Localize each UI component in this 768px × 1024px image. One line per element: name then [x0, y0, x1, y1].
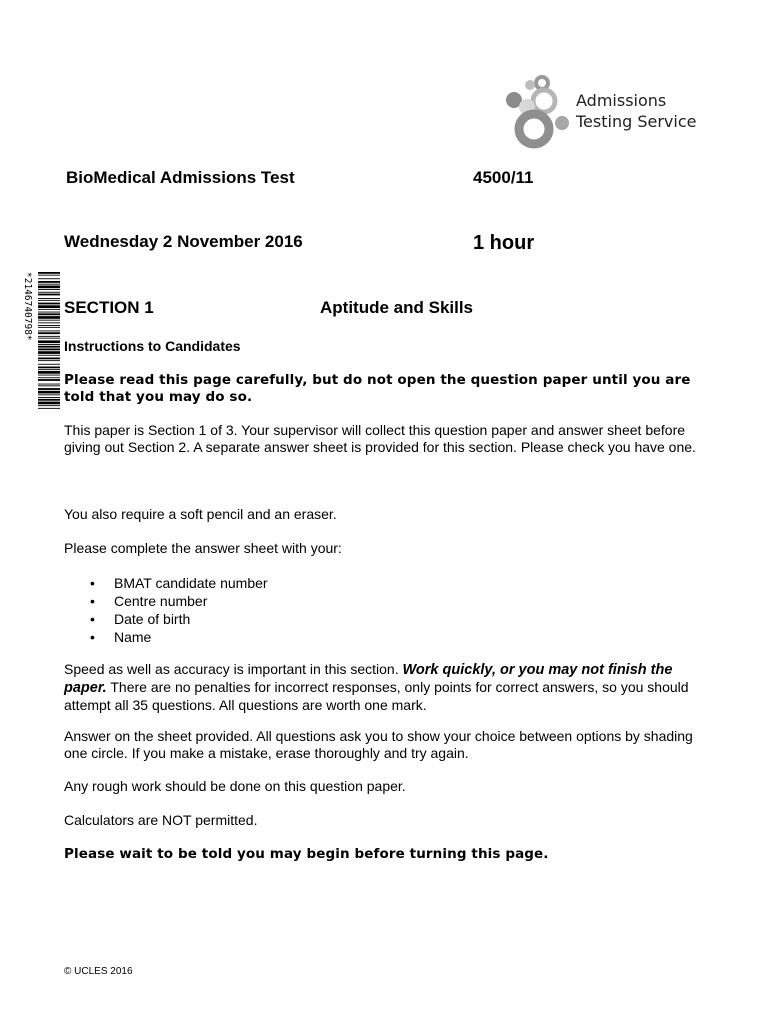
barcode-bar [38, 331, 60, 332]
list-item: • BMAT candidate number [88, 574, 488, 592]
barcode-bar [38, 325, 60, 326]
barcode-bar [38, 289, 60, 290]
test-name: BioMedical Admissions Test [66, 168, 295, 187]
final-instruction: Please wait to be told you may begin before turning this page. [64, 846, 549, 862]
logo-circles-icon [500, 74, 576, 154]
speed-accuracy-text: Speed as well as accuracy is important in this section. [64, 661, 403, 677]
copyright-footer: © UCLES 2016 [64, 966, 133, 977]
barcode-bar [38, 338, 60, 339]
barcode-bar [38, 371, 60, 374]
barcode-bar [38, 388, 60, 390]
barcode-bar [38, 344, 60, 345]
barcode [14, 270, 62, 410]
list-item: • Name [88, 628, 488, 646]
instruction-paragraph-4 [64, 661, 709, 714]
barcode-bar [38, 303, 60, 305]
barcode-bar [38, 355, 60, 356]
barcode-bar [38, 364, 60, 365]
barcode-bar [38, 286, 60, 289]
penalties-text: There are no penalties for incorrect responses, only points for correct answers, so you should attempt all 35 questions. All questions are worth one mark. [64, 679, 689, 713]
barcode-bar [38, 284, 60, 285]
paper-code: 4500/11 [473, 168, 534, 187]
instruction-paragraph-6: Any rough work should be done on this question paper. [64, 778, 406, 794]
list-item: • Centre number [88, 592, 488, 610]
exam-date: Wednesday 2 November 2016 [64, 232, 303, 251]
work-quickly-emphasis: Work quickly, or you may not finish the paper. [64, 662, 673, 696]
exam-duration: 1 hour [473, 232, 535, 254]
barcode-bar [38, 336, 60, 337]
barcode-bar [38, 272, 60, 274]
barcode-bar [38, 340, 60, 343]
admissions-testing-service-logo [500, 74, 720, 154]
barcode-bar [38, 305, 60, 308]
barcode-bar [38, 298, 60, 299]
barcode-bar [38, 322, 60, 323]
barcode-bar [38, 397, 60, 398]
barcode-bar [38, 405, 60, 406]
barcode-bar [38, 351, 60, 354]
barcode-bar [38, 313, 60, 315]
instruction-paragraph-1: This paper is Section 1 of 3. Your supervisor will collect this question paper and answer sheet before giving out Section 2. A separate answer sheet is provided for this section. Please check you have one. [64, 422, 696, 455]
barcode-number: *2146740798* [22, 272, 33, 341]
barcode-bar [38, 379, 60, 381]
list-item: • Date of birth [88, 610, 488, 628]
logo-line-2: Testing Service [576, 112, 697, 131]
logo-line-1: Admissions [576, 91, 667, 110]
barcode-bar [38, 316, 60, 319]
barcode-bar [38, 292, 60, 293]
barcode-bar [38, 309, 60, 310]
instruction-paragraph-5: Answer on the sheet provided. All questions ask you to show your choice between options by shading one circle. If you make a mistake, erase thoroughly and try again. [64, 728, 693, 761]
barcode-bar [38, 320, 60, 321]
barcode-bar [38, 281, 60, 283]
barcode-bar [38, 375, 60, 376]
instruction-paragraph-7: Calculators are NOT permitted. [64, 812, 258, 828]
barcode-bar [38, 394, 60, 395]
instructions-heading: Instructions to Candidates [64, 338, 241, 354]
instruction-paragraph-2: You also require a soft pencil and an eraser. [64, 506, 337, 522]
barcode-bar [38, 358, 60, 360]
barcode-bar [38, 408, 60, 409]
instruction-paragraph-3: Please complete the answer sheet with your: [64, 540, 342, 556]
barcode-bar [38, 346, 60, 348]
barcode-bar [38, 360, 60, 361]
barcode-bar [38, 312, 60, 313]
barcode-bar [38, 332, 60, 334]
barcode-graphic [14, 270, 62, 410]
barcode-bar [38, 349, 60, 351]
barcode-bar [38, 327, 60, 328]
section-name: Aptitude and Skills [320, 298, 474, 317]
barcode-bar [38, 369, 60, 370]
barcode-bar [38, 402, 60, 405]
warning-text: Please read this page carefully, but do not open the question paper until you are told that you may do so. [64, 372, 691, 405]
barcode-bar [38, 294, 60, 296]
barcode-bar [38, 278, 60, 279]
barcode-bar [38, 367, 60, 369]
barcode-bar [38, 384, 60, 385]
barcode-bar [38, 399, 60, 401]
barcode-bar [38, 275, 60, 276]
section-number: SECTION 1 [64, 298, 154, 317]
barcode-bar [38, 377, 60, 378]
barcode-bar [38, 385, 60, 386]
barcode-bar [38, 300, 60, 301]
barcode-bar [38, 391, 60, 394]
answer-sheet-details-list [88, 574, 488, 646]
